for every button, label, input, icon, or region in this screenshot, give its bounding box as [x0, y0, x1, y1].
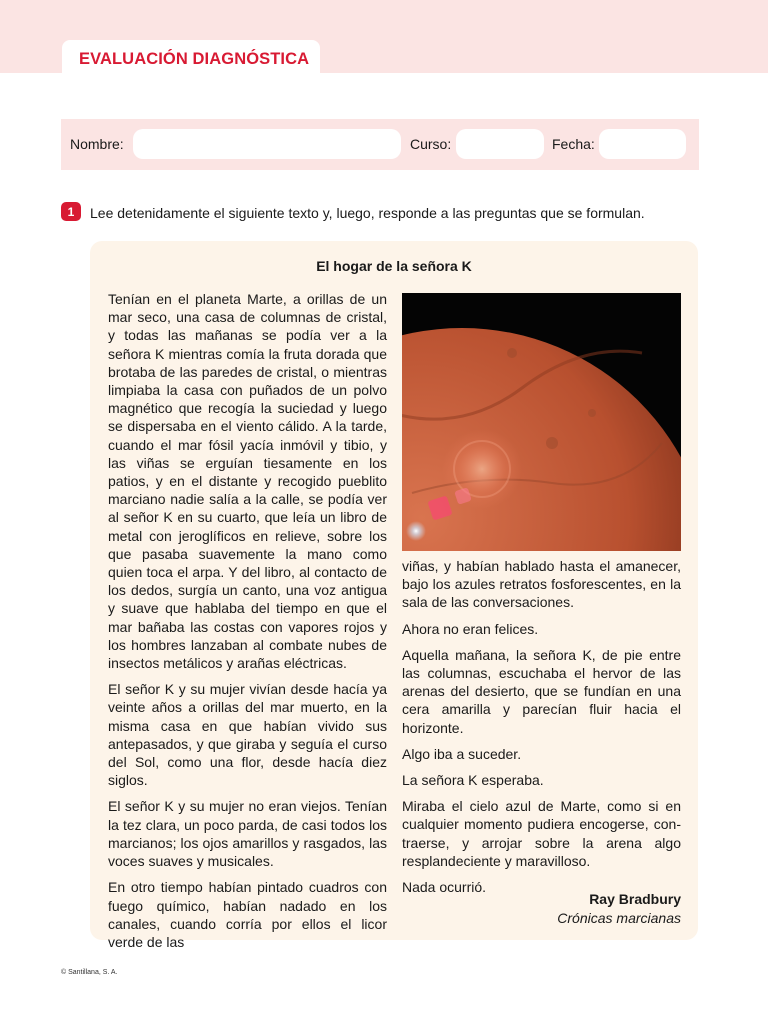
reading-paragraph: Nada ocurrió.	[402, 879, 487, 896]
date-field[interactable]	[599, 129, 686, 159]
course-label: Curso:	[410, 136, 452, 152]
reading-paragraph: Ahora no eran felices.	[402, 620, 539, 637]
question-instruction: Lee detenidamente el siguiente texto y, luego, responde a las preguntas que se formulan.	[90, 205, 645, 221]
name-label: Nombre:	[70, 136, 124, 152]
reading-paragraph: El señor K y su mujer vivían desde hacía ya veinte años a orillas del mar muerto, en la misma casa en que habían vivido sus antepasados, y que giraba y seguía el curso del Sol, como una flor, desde hacía diez siglos.	[108, 681, 387, 789]
reading-paragraph: El señor K y su mujer no eran viejos. Tenían la tez clara, un poco parda, de casi todos los marcianos; los ojos amarillos y rasgados, las voces suaves y musicales.	[108, 798, 387, 870]
reading-paragraph: En otro tiempo habían pintado cuadros con fuego químico, habían nadado en los canales, cuando corría por ellos el licor verde de las	[108, 879, 387, 950]
author-name: Ray Bradbury	[589, 891, 681, 907]
reading-paragraph: Algo iba a suceder.	[402, 745, 522, 762]
course-field[interactable]	[456, 129, 544, 159]
reading-paragraph: La señora K esperaba.	[402, 772, 544, 789]
reading-paragraph: Tenían en el planeta Marte, a orillas de un mar seco, una casa de columnas de cristal, y todas las mañanas se podía ver a la señora K mientras comía la fruta dorada que brotaba de las paredes de cristal, o mientras limpiaba la casa con puñados de un polvo magnético que recogía la suciedad y luego se dispersaba en el viento cálido. A la tarde, cuando el mar fósil yacía inmóvil y tibio, y las viñas se erguían tiesamente en los patios, y en el distante y recogido pueblito marciano nadie salía a la calle, se podía ver al señor K en su cuarto, que leía un libro de metal con jeroglíficos en relieve, sobre los que pasaba suavemente la mano como quien toca el arpa. Y del libro, al contacto de los dedos, surgía un canto, una voz antigua y suave que hablaba del tiempo en que el mar bañaba las costas con vapores rojos y los hombres lanzaban al combate nubes de insectos metálicos y arañas eléctricas.	[108, 291, 387, 672]
question-number-badge: 1	[61, 202, 81, 221]
reading-title: El hogar de la señora K	[316, 258, 472, 274]
mars-planet-photo	[402, 293, 681, 551]
copyright-notice: © Santillana, S. A.	[61, 969, 118, 976]
book-title: Crónicas marcianas	[557, 910, 681, 926]
reading-column-left	[108, 290, 387, 959]
reading-paragraph: Aquella mañana, la señora K, de pie entre las columnas, escuchaba el hervor de las arenas del desierto, que se fundían en una cera amarilla y parecían fluir hacia el horizonte.	[402, 646, 681, 736]
reading-paragraph: Miraba el cielo azul de Marte, como si en cualquier momento pudiera encogerse, contraerse, y arrojar sobre la arena algo resplandeciente y maravilloso.	[402, 798, 681, 869]
reading-column-right	[402, 557, 681, 904]
name-field[interactable]	[133, 129, 401, 159]
page-title: EVALUACIÓN DIAGNÓSTICA	[79, 50, 310, 68]
date-label: Fecha:	[552, 136, 595, 152]
reading-paragraph: viñas, y habían hablado hasta el amanecer, bajo los azules retratos fosforescentes, en la sala de las conversaciones.	[402, 558, 681, 611]
